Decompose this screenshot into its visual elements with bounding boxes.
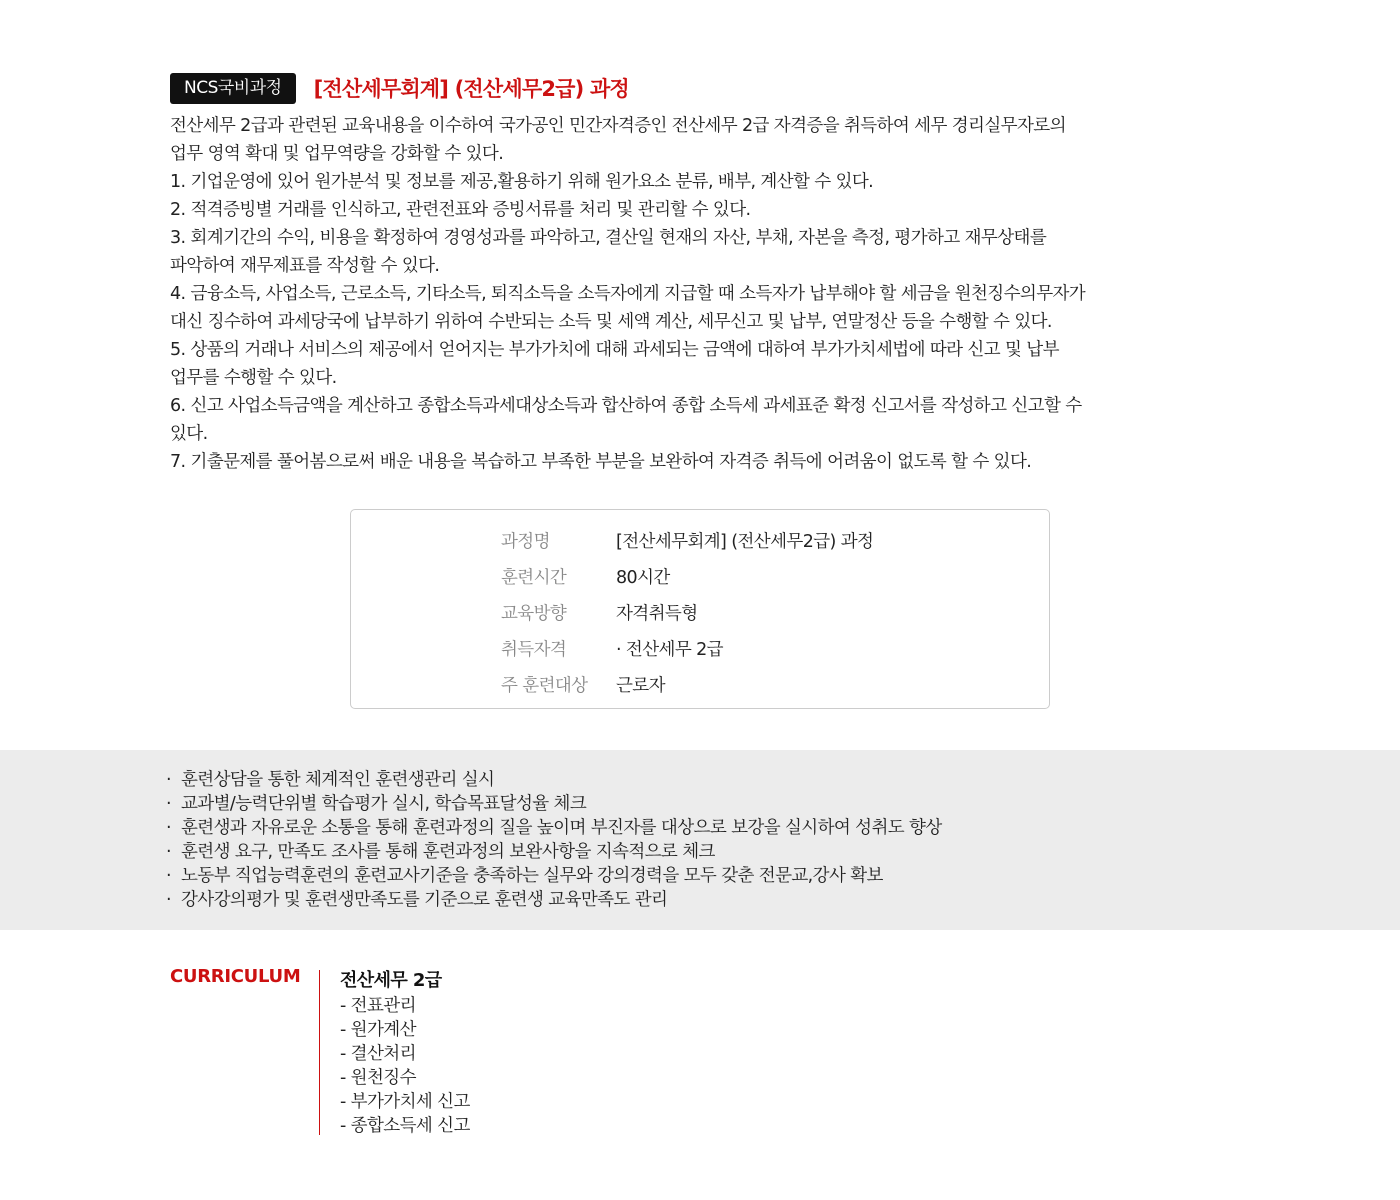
- description-line: 5. 상품의 거래나 서비스의 제공에서 얻어지는 부가가치에 대해 과세되는 금액에 대하여 부가가치세법에 따라 신고 및 납부: [170, 340, 1059, 360]
- bullet-dot: ·: [166, 866, 171, 886]
- list-item: - 전표관리: [340, 996, 416, 1016]
- info-value: · 전산세무 2급: [616, 639, 723, 660]
- list-item: - 결산처리: [340, 1044, 416, 1064]
- info-label: 취득자격: [501, 639, 567, 660]
- description-line: 전산세무 2급과 관련된 교육내용을 이수하여 국가공인 민간자격증인 전산세무 2급 자격증을 취득하여 세무 경리실무자로의: [170, 116, 1066, 136]
- info-label: 교육방향: [501, 603, 567, 624]
- course-info-box: [350, 509, 1050, 709]
- info-row-certificate: [501, 630, 873, 666]
- description-line: 있다.: [170, 424, 208, 444]
- curriculum-heading: 전산세무 2급: [340, 970, 442, 991]
- course-title: [전산세무회계] (전산세무2급) 과정: [313, 77, 629, 101]
- list-item-text: 훈련생 요구, 만족도 조사를 통해 훈련과정의 보완사항을 지속적으로 체크: [181, 842, 715, 862]
- course-description: [170, 112, 1210, 476]
- info-value: 근로자: [616, 675, 665, 696]
- list-item: [166, 768, 942, 792]
- description-line: 4. 금융소득, 사업소득, 근로소득, 기타소득, 퇴직소득을 소득자에게 지급할 때 소득자가 납부해야 할 세금을 원천징수의무자가: [170, 284, 1086, 304]
- description-line: 대신 징수하여 과세당국에 납부하기 위하여 수반되는 소득 및 세액 계산, 세무신고 및 납부, 연말정산 등을 수행할 수 있다.: [170, 312, 1052, 332]
- info-row-course-name: [501, 522, 873, 558]
- management-section: [0, 750, 1400, 930]
- list-item: [166, 792, 942, 816]
- curriculum-list: [340, 994, 470, 1138]
- info-value: 80시간: [616, 567, 670, 588]
- curriculum-divider: [319, 970, 320, 1135]
- list-item-text: 강사강의평가 및 훈련생만족도를 기준으로 훈련생 교육만족도 관리: [181, 890, 668, 910]
- description-line: 6. 신고 사업소득금액을 계산하고 종합소득과세대상소득과 합산하여 종합 소득세 과세표준 확정 신고서를 작성하고 신고할 수: [170, 396, 1082, 416]
- bullet-dot: ·: [166, 818, 171, 838]
- description-line: 1. 기업운영에 있어 원가분석 및 정보를 제공,활용하기 위해 원가요소 분류, 배부, 계산할 수 있다.: [170, 172, 874, 192]
- bullet-dot: ·: [166, 890, 171, 910]
- list-item: - 원가계산: [340, 1020, 416, 1040]
- curriculum-label: CURRICULUM: [170, 966, 301, 987]
- list-item-text: 훈련생과 자유로운 소통을 통해 훈련과정의 질을 높이며 부진자를 대상으로 보강을 실시하여 성취도 향상: [181, 818, 942, 838]
- description-line: 업무를 수행할 수 있다.: [170, 368, 337, 388]
- curriculum-content: [340, 968, 470, 1138]
- description-line: 2. 적격증빙별 거래를 인식하고, 관련전표와 증빙서류를 처리 및 관리할 수 있다.: [170, 200, 751, 220]
- description-line: 업무 영역 확대 및 업무역량을 강화할 수 있다.: [170, 144, 504, 164]
- title-row: [170, 72, 1210, 104]
- list-item: - 원천징수: [340, 1068, 416, 1088]
- course-intro: [170, 72, 1210, 476]
- list-item: [166, 840, 942, 864]
- list-item: [166, 816, 942, 840]
- info-row-target: [501, 666, 873, 702]
- list-item: - 부가가치세 신고: [340, 1092, 470, 1112]
- info-label: 과정명: [501, 531, 550, 552]
- list-item-text: 훈련상담을 통한 체계적인 훈련생관리 실시: [181, 770, 495, 790]
- info-label: 훈련시간: [501, 567, 567, 588]
- bullet-dot: ·: [166, 794, 171, 814]
- list-item: [166, 864, 942, 888]
- info-value: [전산세무회계] (전산세무2급) 과정: [616, 531, 874, 552]
- info-label: 주 훈련대상: [501, 675, 588, 696]
- ncs-badge: NCS국비과정: [170, 73, 296, 104]
- list-item-text: 교과별/능력단위별 학습평가 실시, 학습목표달성율 체크: [181, 794, 587, 814]
- list-item: - 종합소득세 신고: [340, 1116, 470, 1136]
- bullet-dot: ·: [166, 842, 171, 862]
- description-line: 7. 기출문제를 풀어봄으로써 배운 내용을 복습하고 부족한 부분을 보완하여 자격증 취득에 어려움이 없도록 할 수 있다.: [170, 452, 1032, 472]
- info-row-training-hours: [501, 558, 873, 594]
- info-row-education-direction: [501, 594, 873, 630]
- list-item-text: 노동부 직업능력훈련의 훈련교사기준을 충족하는 실무와 강의경력을 모두 갖춘 전문교,강사 확보: [181, 866, 883, 886]
- list-item: [166, 888, 942, 912]
- management-list: [166, 768, 942, 912]
- description-line: 3. 회계기간의 수익, 비용을 확정하여 경영성과를 파악하고, 결산일 현재의 자산, 부채, 자본을 측정, 평가하고 재무상태를: [170, 228, 1047, 248]
- course-info-table: [501, 522, 873, 702]
- info-value: 자격취득형: [616, 603, 698, 624]
- description-line: 파악하여 재무제표를 작성할 수 있다.: [170, 256, 440, 276]
- bullet-dot: ·: [166, 770, 171, 790]
